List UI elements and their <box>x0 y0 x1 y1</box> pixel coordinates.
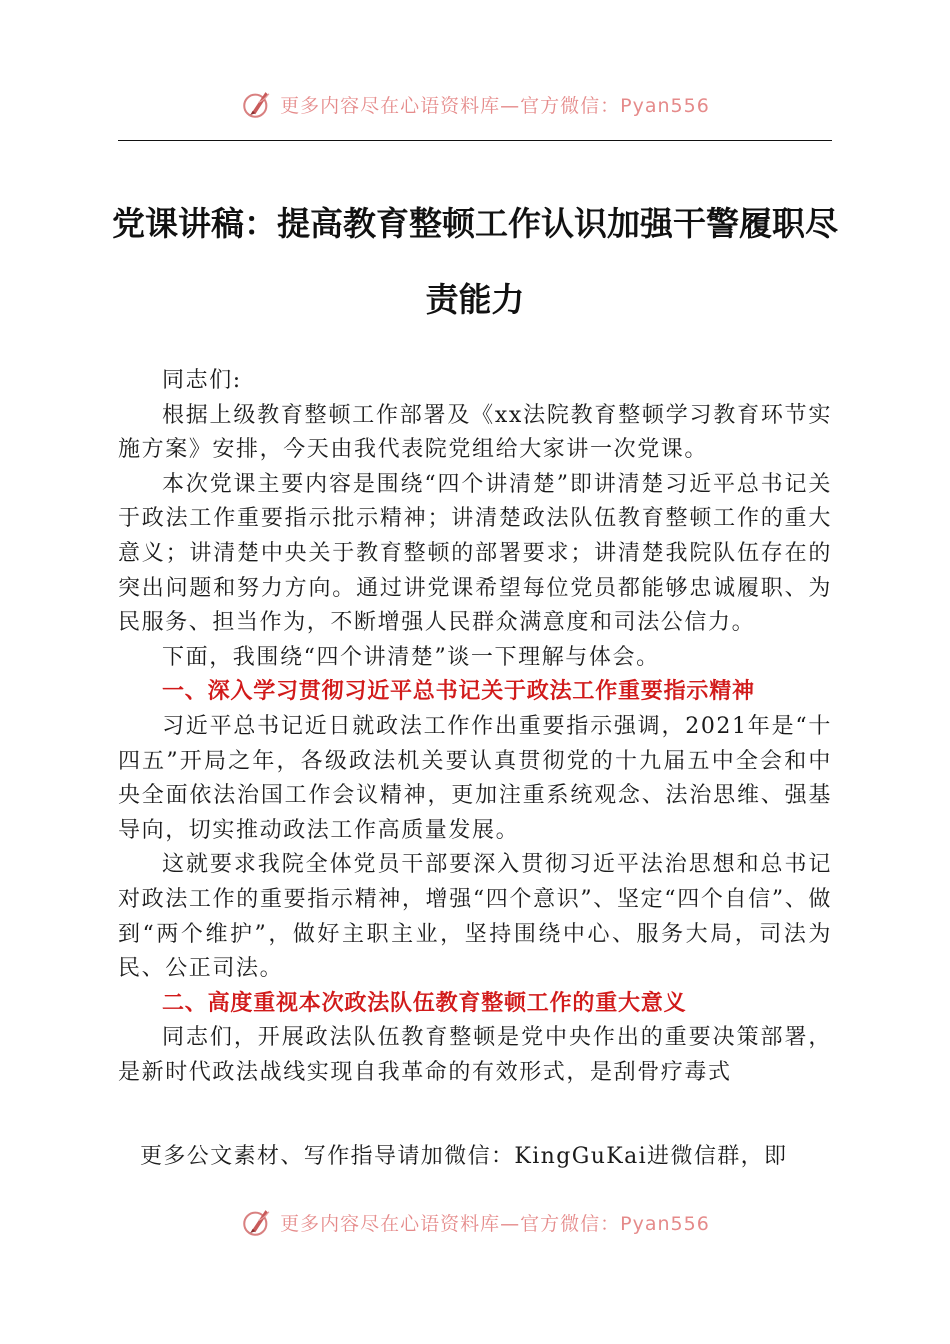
header-divider <box>118 140 832 141</box>
quill-pen-logo-icon <box>240 87 274 121</box>
body-paragraph: 同志们: <box>162 368 242 393</box>
section-heading: 一、深入学习贯彻习近平总书记关于政法工作重要指示精神 <box>162 679 755 705</box>
body-paragraph: 这就要求我院全体党员干部要深入贯彻习近平法治思想和总书记对政法工作的重要指示精神，增强“四个意识”、坚定“四个自信”、做到“两个维护”，做好主职主业，坚持围绕中心、服务大局，司法为民、公正司法。 <box>118 852 832 982</box>
body-paragraph: 本次党课主要内容是围绕“四个讲清楚”即讲清楚习近平总书记关于政法工作重要指示批示精神；讲清楚政法队伍教育整顿工作的重大意义；讲清楚中央关于教育整顿的部署要求；讲清楚我院队伍存在的突出问题和努力方向。通过讲党课希望每位党员都能够忠诚履职、为民服务、担当作为，不断增强人民群众满意度和司法公信力。 <box>118 471 832 636</box>
section-heading: 二、高度重视本次政法队伍教育整顿工作的重大意义 <box>162 990 687 1016</box>
body-paragraph: 习近平总书记近日就政法工作作出重要指示强调，2021年是“十四五”开局之年，各级政法机关要认真贯彻党的十九届五中全会和中央全面依法治国工作会议精神，更加注重系统观念、法治思维、强基导向，切实推动政法工作高质量发展。 <box>118 713 832 843</box>
quill-pen-logo-icon <box>240 1205 274 1239</box>
footer-banner-text: 更多内容尽在心语资料库—官方微信：Pyan556 <box>280 1212 710 1235</box>
body-paragraph: 根据上级教育整顿工作部署及《xx法院教育整顿学习教育环节实施方案》安排，今天由我代表院党组给大家讲一次党课。 <box>118 402 832 463</box>
document-body <box>118 364 832 1090</box>
body-paragraph: 同志们，开展政法队伍教育整顿是党中央作出的重要决策部署，是新时代政法战线实现自我革命的有效形式，是刮骨疗毒式 <box>118 1025 832 1085</box>
promo-note: 更多公文素材、写作指导请加微信：KingGuKai进微信群，即 <box>140 1144 788 1169</box>
body-paragraph: 下面，我围绕“四个讲清楚”谈一下理解与体会。 <box>162 644 660 670</box>
header-banner <box>0 84 950 124</box>
header-banner-text: 更多内容尽在心语资料库—官方微信：Pyan556 <box>280 94 710 117</box>
footer-banner <box>0 1202 950 1242</box>
document-title: 党课讲稿：提高教育整顿工作认识加强干警履职尽责能力 <box>112 204 838 319</box>
